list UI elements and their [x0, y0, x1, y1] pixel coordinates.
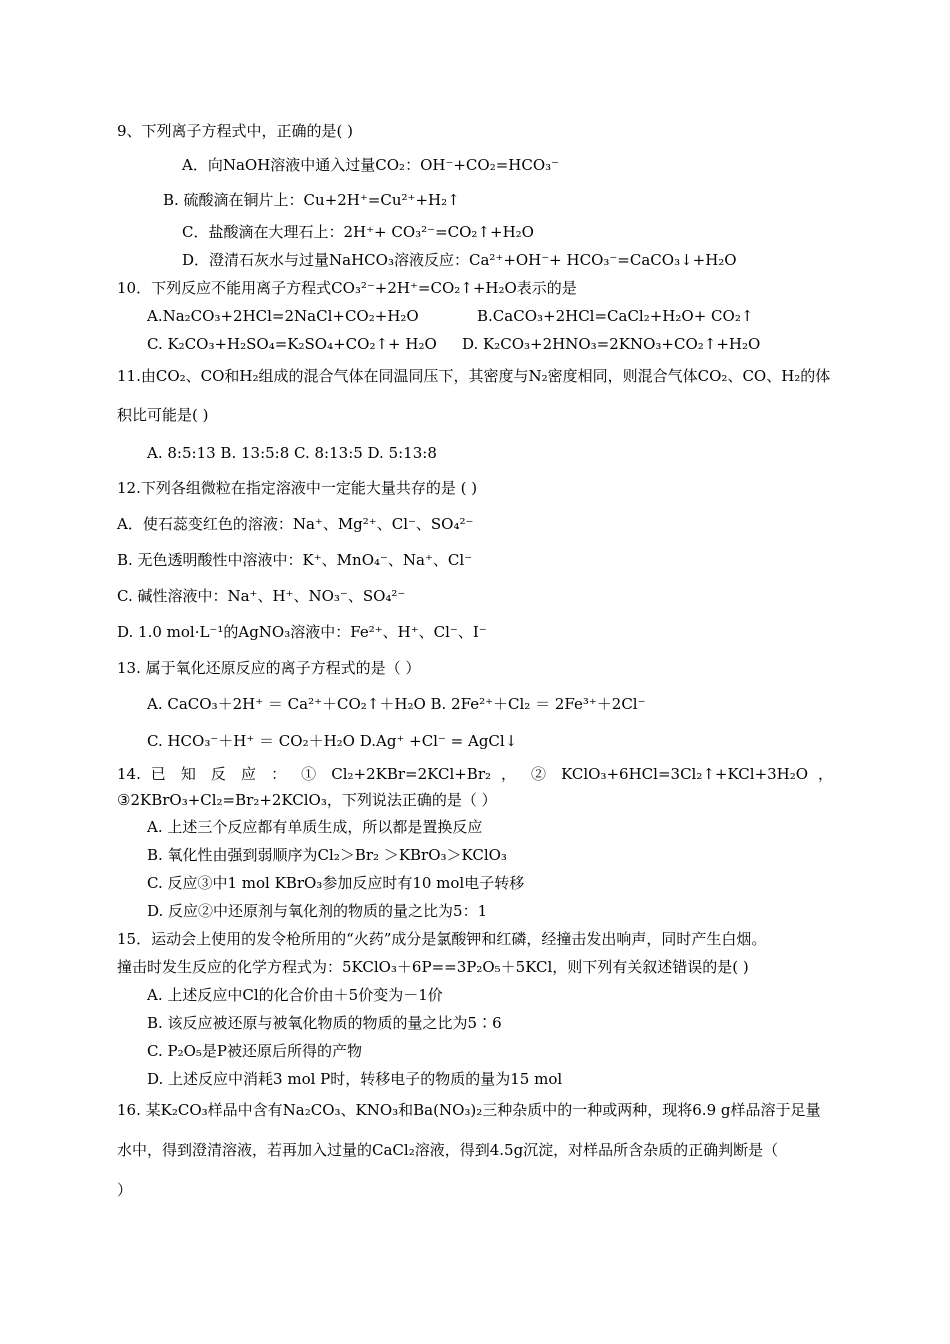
question-10-option-a: A.Na₂CO₃+2HCl=2NaCl+CO₂+H₂O: [147, 307, 419, 325]
question-11-stem-line-1: 11.由CO₂、CO和H₂组成的混合气体在同温同压下，其密度与N₂密度相同，则混合气体CO₂、CO、H₂的体: [117, 367, 831, 385]
question-10-option-b: B.CaCO₃+2HCl=CaCl₂+H₂O+ CO₂↑: [477, 307, 754, 325]
question-14-option-d: D. 反应②中还原剂与氧化剂的物质的量之比为5：1: [147, 902, 488, 920]
question-12-option-c: C. 碱性溶液中：Na⁺、H⁺、NO₃⁻、SO₄²⁻: [117, 587, 406, 605]
question-15-option-c: C. P₂O₅是P被还原后所得的产物: [147, 1042, 362, 1060]
question-14-option-a: A. 上述三个反应都有单质生成，所以都是置换反应: [147, 818, 483, 836]
question-12-option-d: D. 1.0 mol·L⁻¹的AgNO₃溶液中：Fe²⁺、H⁺、Cl⁻、I⁻: [117, 623, 487, 641]
question-13-stem: 13. 属于氧化还原反应的离子方程式的是（ ）: [117, 659, 421, 677]
question-15-stem-line-2: 撞击时发生反应的化学方程式为：5KClO₃＋6P==3P₂O₅＋5KCl，则下列有关叙述错误的是( ): [117, 958, 749, 976]
question-9-stem: 9、下列离子方程式中，正确的是( ): [117, 122, 354, 140]
question-11-options: A. 8:5:13 B. 13:5:8 C. 8:13:5 D. 5:13:8: [147, 444, 437, 462]
question-14-stem-line-1: 14. 已 知 反 应 ： ① Cl₂+2KBr=2KCl+Br₂ ， ② KClO₃+6HCl=3Cl₂↑+KCl+3H₂O ，: [117, 765, 833, 783]
question-10-option-d: D. K₂CO₃+2HNO₃=2KNO₃+CO₂↑+H₂O: [462, 335, 761, 353]
question-12-stem: 12.下列各组微粒在指定溶液中一定能大量共存的是 ( ): [117, 479, 478, 497]
question-9-option-b: B. 硫酸滴在铜片上：Cu+2H⁺=Cu²⁺+H₂↑: [163, 191, 460, 209]
question-16-stem-line-2: 水中，得到澄清溶液，若再加入过量的CaCl₂溶液，得到4.5g沉淀，对样品所含杂质的正确判断是（: [117, 1141, 779, 1159]
question-9-option-d: D．澄清石灰水与过量NaHCO₃溶液反应：Ca²⁺+OH⁻+ HCO₃⁻=CaCO₃↓+H₂O: [182, 251, 737, 269]
question-13-options-a-b: A. CaCO₃＋2H⁺ ＝ Ca²⁺＋CO₂↑＋H₂O B. 2Fe²⁺＋Cl₂ ＝ 2Fe³⁺＋2Cl⁻: [147, 695, 646, 713]
question-14-option-c: C. 反应③中1 mol KBrO₃参加反应时有10 mol电子转移: [147, 874, 525, 892]
question-13-options-c-d: C. HCO₃⁻＋H⁺ ＝ CO₂＋H₂O D.Ag⁺ +Cl⁻ = AgCl↓: [147, 732, 518, 750]
question-12-option-a: A．使石蕊变红色的溶液：Na⁺、Mg²⁺、Cl⁻、SO₄²⁻: [117, 515, 474, 533]
question-11-stem-line-2: 积比可能是( ): [117, 406, 209, 424]
question-15-stem-line-1: 15．运动会上使用的发令枪所用的“火药”成分是氯酸钾和红磷，经撞击发出响声，同时产生白烟。: [117, 930, 767, 948]
question-9-option-c: C．盐酸滴在大理石上：2H⁺+ CO₃²⁻=CO₂↑+H₂O: [182, 223, 534, 241]
question-10-option-c: C. K₂CO₃+H₂SO₄=K₂SO₄+CO₂↑+ H₂O: [147, 335, 437, 353]
question-14-option-b: B. 氧化性由强到弱顺序为Cl₂＞Br₂ ＞KBrO₃＞KClO₃: [147, 846, 507, 864]
question-14-stem-line-2: ③2KBrO₃+Cl₂=Br₂+2KClO₃，下列说法正确的是（ ）: [117, 791, 497, 809]
question-16-stem-line-1: 16. 某K₂CO₃样品中含有Na₂CO₃、KNO₃和Ba(NO₃)₂三种杂质中的一种或两种，现将6.9 g样品溶于足量: [117, 1101, 821, 1119]
question-10-stem: 10．下列反应不能用离子方程式CO₃²⁻+2H⁺=CO₂↑+H₂O表示的是: [117, 279, 577, 297]
question-15-option-b: B. 该反应被还原与被氧化物质的物质的量之比为5∶6: [147, 1014, 502, 1032]
question-15-option-d: D. 上述反应中消耗3 mol P时，转移电子的物质的量为15 mol: [147, 1070, 563, 1088]
question-16-stem-line-3: ）: [117, 1181, 133, 1199]
question-9-option-a: A．向NaOH溶液中通入过量CO₂：OH⁻+CO₂=HCO₃⁻: [182, 156, 560, 174]
question-12-option-b: B. 无色透明酸性中溶液中：K⁺、MnO₄⁻、Na⁺、Cl⁻: [117, 551, 473, 569]
question-15-option-a: A. 上述反应中Cl的化合价由＋5价变为－1价: [147, 986, 443, 1004]
